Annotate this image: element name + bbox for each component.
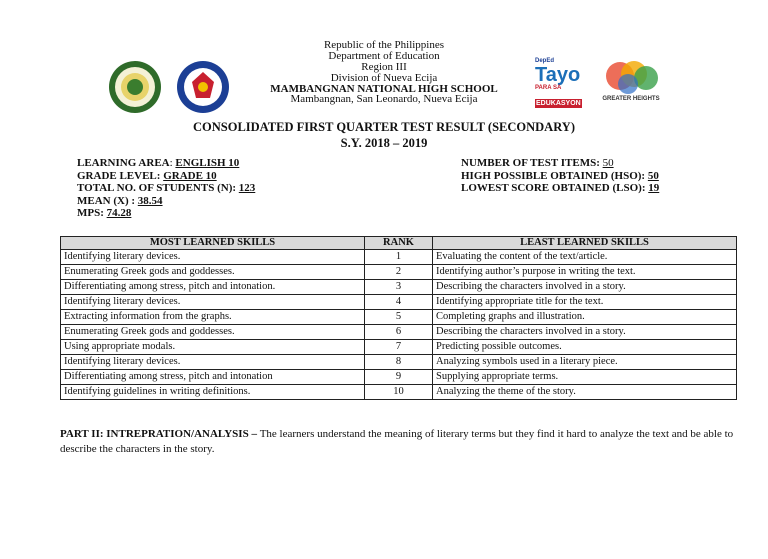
most-learned-skill: Enumerating Greek gods and goddesses. <box>61 265 365 280</box>
least-learned-skill: Supplying appropriate terms. <box>433 370 737 385</box>
least-learned-skill: Identifying author’s purpose in writing the text. <box>433 265 737 280</box>
info-left <box>77 157 255 220</box>
learning-area: LEARNING AREA: ENGLISH 10 <box>77 157 240 169</box>
rank-cell: 10 <box>365 385 433 400</box>
part2-analysis <box>60 427 740 457</box>
greater-heights-logo: GREATER HEIGHTS <box>598 58 664 108</box>
least-learned-skill: Identifying appropriate title for the text. <box>433 295 737 310</box>
table-row <box>61 340 737 355</box>
least-learned-skill: Predicting possible outcomes. <box>433 340 737 355</box>
table-header-row <box>61 237 737 250</box>
table-row <box>61 370 737 385</box>
most-learned-skill: Identifying guidelines in writing definitions. <box>61 385 365 400</box>
table-row <box>61 355 737 370</box>
least-learned-skill: Evaluating the content of the text/article. <box>433 250 737 265</box>
rank-cell: 2 <box>365 265 433 280</box>
rank-cell: 3 <box>365 280 433 295</box>
header-region: Region III <box>361 61 407 73</box>
least-learned-skill: Describing the characters involved in a story. <box>433 280 737 295</box>
table-row <box>61 385 737 400</box>
tayo-para-sa-edukasyon-logo: DepEd Tayo PARA SA EDUKASYON <box>535 58 581 107</box>
school-name: MAMBANGNAN NATIONAL HIGH SCHOOL <box>270 83 498 95</box>
number-of-test-items: NUMBER OF TEST ITEMS: 50 <box>461 157 614 169</box>
mps-value: MPS: 74.28 <box>77 207 132 219</box>
most-learned-skill: Identifying literary devices. <box>61 355 365 370</box>
rank-cell: 1 <box>365 250 433 265</box>
school-year: S.Y. 2018 – 2019 <box>340 136 428 150</box>
most-learned-skill: Identifying literary devices. <box>61 250 365 265</box>
least-learned-skill: Describing the characters involved in a story. <box>433 325 737 340</box>
most-learned-skill: Identifying literary devices. <box>61 295 365 310</box>
most-learned-skill: Differentiating among stress, pitch and intonation <box>61 370 365 385</box>
rank-cell: 4 <box>365 295 433 310</box>
mean-score: MEAN (X) : 38.54 <box>77 194 163 207</box>
rank-cell: 9 <box>365 370 433 385</box>
most-learned-header: MOST LEARNED SKILLS <box>61 237 365 250</box>
least-learned-skill: Analyzing the theme of the story. <box>433 385 737 400</box>
report-title: CONSOLIDATED FIRST QUARTER TEST RESULT (SECONDARY) <box>193 120 575 134</box>
table-row <box>61 310 737 325</box>
table-row <box>61 280 737 295</box>
most-learned-skill: Differentiating among stress, pitch and intonation. <box>61 280 365 295</box>
skills-table <box>60 236 737 400</box>
most-learned-skill: Enumerating Greek gods and goddesses. <box>61 325 365 340</box>
rank-cell: 5 <box>365 310 433 325</box>
header-republic: Republic of the Philippines <box>323 39 445 51</box>
total-students: TOTAL NO. OF STUDENTS (N): 123 <box>77 182 256 194</box>
school-address: Mambangnan, San Leonardo, Nueva Ecija <box>290 93 478 105</box>
table-row <box>61 250 737 265</box>
table-row <box>61 295 737 310</box>
rank-header: RANK <box>365 237 433 250</box>
table-row <box>61 325 737 340</box>
header-department: Department of Education <box>328 50 440 62</box>
most-learned-skill: Using appropriate modals. <box>61 340 365 355</box>
rank-cell: 7 <box>365 340 433 355</box>
grade-level: GRADE LEVEL: GRADE 10 <box>77 169 217 182</box>
lowest-score-obtained: LOWEST SCORE OBTAINED (LSO): 19 <box>461 182 660 194</box>
least-learned-header: LEAST LEARNED SKILLS <box>433 237 737 250</box>
part2-label: PART II: INTREPRATION/ANALYSIS – <box>60 428 260 440</box>
rank-cell: 8 <box>365 355 433 370</box>
part2-text: The learners understand the meaning of literary terms but they find it hard to analyze the text and be able to describe the characters in the story. <box>60 428 734 455</box>
high-score-obtained: HIGH POSSIBLE OBTAINED (HSO): 50 <box>461 169 659 182</box>
table-row <box>61 265 737 280</box>
header-division: Division of Nueva Ecija <box>330 72 438 84</box>
info-right <box>461 157 659 195</box>
rank-cell: 6 <box>365 325 433 340</box>
most-learned-skill: Extracting information from the graphs. <box>61 310 365 325</box>
least-learned-skill: Completing graphs and illustration. <box>433 310 737 325</box>
least-learned-skill: Analyzing symbols used in a literary piece. <box>433 355 737 370</box>
